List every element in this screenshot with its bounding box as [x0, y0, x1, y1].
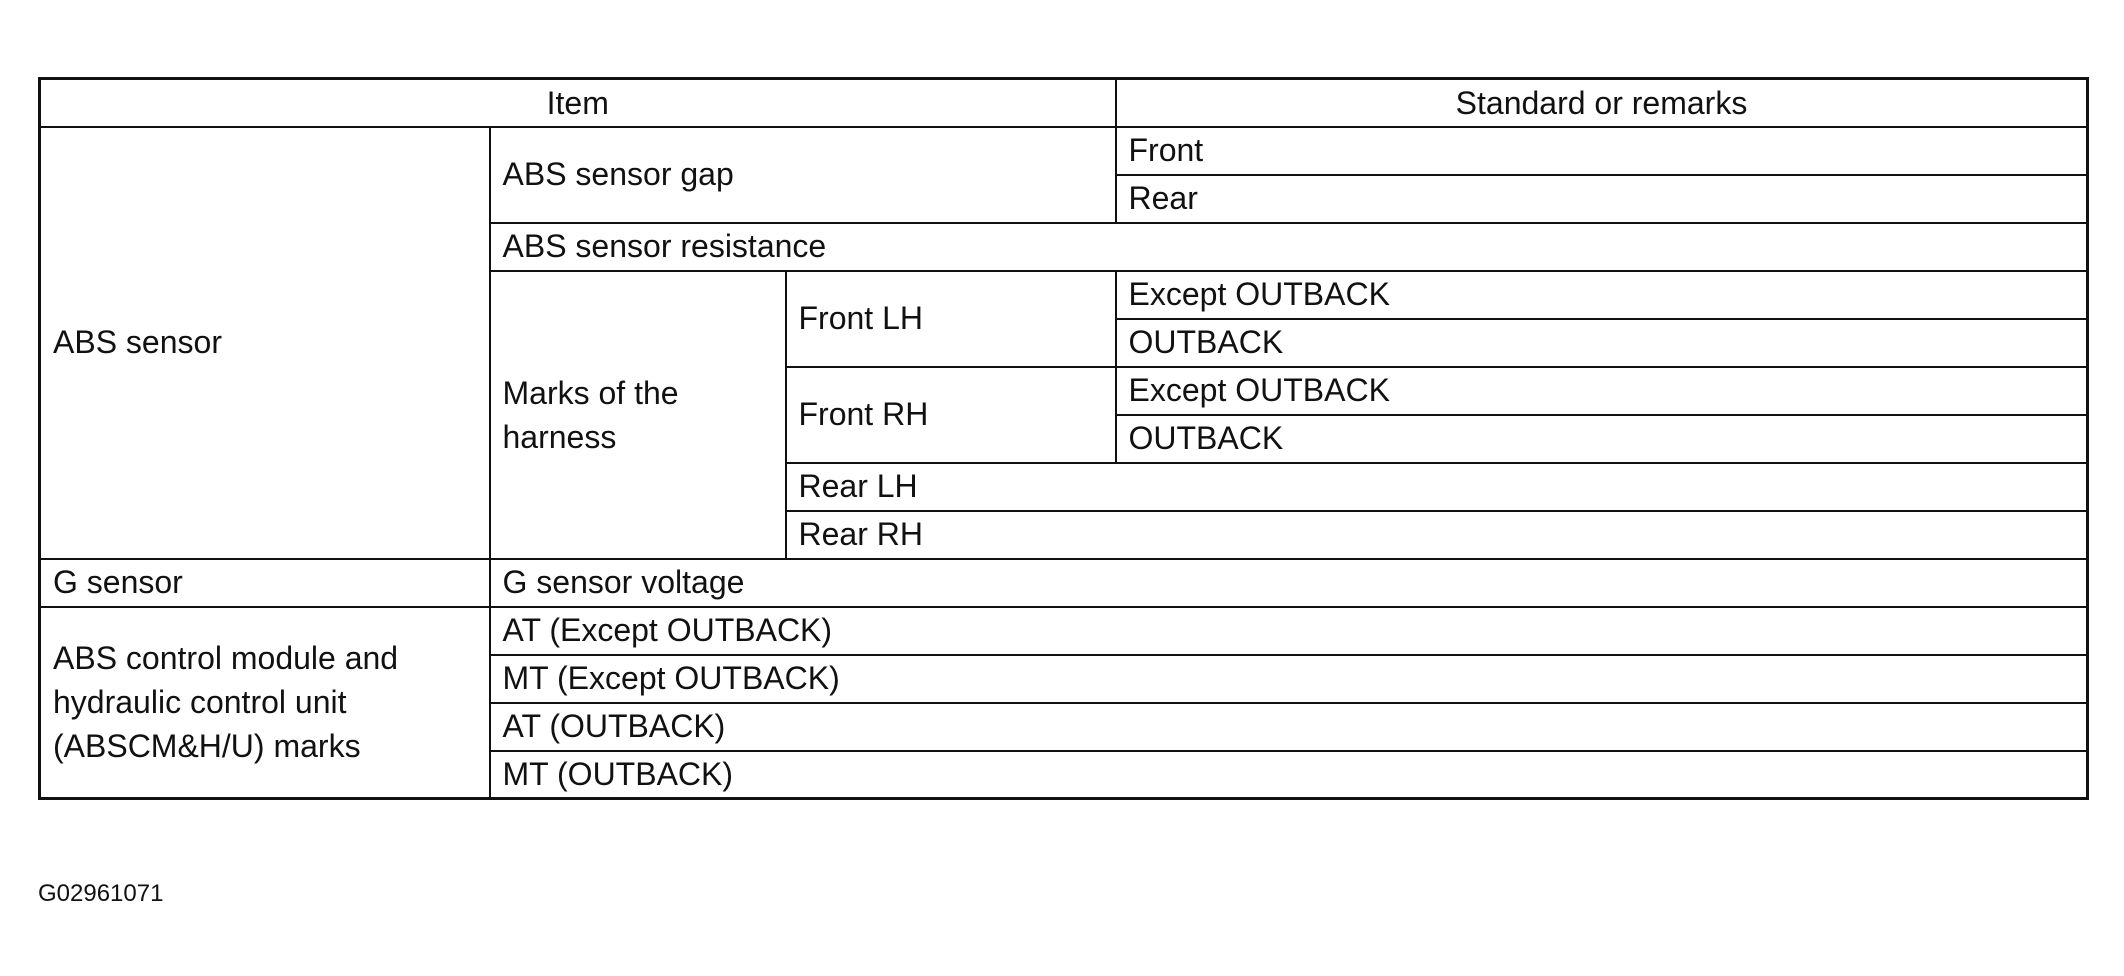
resistance-label: ABS sensor resistance [490, 223, 2088, 271]
header-item: Item [40, 79, 1116, 127]
abs-module-label: ABS control module and hydraulic control unit (ABSCM&H/U) marks [40, 607, 490, 799]
harness-label: Marks of the harness [490, 271, 786, 559]
module-row-label: AT (Except OUTBACK) [490, 607, 2088, 655]
front-rh-outback-label: OUTBACK [1116, 415, 2088, 463]
front-lh-except-label: Except OUTBACK [1116, 271, 2088, 319]
rear-lh-label: Rear LH [786, 463, 2088, 511]
module-row-label: MT (Except OUTBACK) [490, 655, 2088, 703]
table-row [40, 559, 2088, 607]
g-sensor-label: G sensor [40, 559, 490, 607]
front-lh-label: Front LH [786, 271, 1116, 367]
rear-rh-label: Rear RH [786, 511, 2088, 559]
abs-sensor-gap-label: ABS sensor gap [490, 127, 1116, 223]
module-row-label: MT (OUTBACK) [490, 751, 2088, 799]
table-row [40, 127, 2088, 175]
header-standard: Standard or remarks [1116, 79, 2088, 127]
front-lh-outback-label: OUTBACK [1116, 319, 2088, 367]
table-row [40, 607, 2088, 655]
figure-code: G02961071 [38, 880, 164, 907]
spec-table [38, 77, 2089, 800]
g-sensor-voltage-label: G sensor voltage [490, 559, 2088, 607]
front-rh-label: Front RH [786, 367, 1116, 463]
header-row [40, 79, 2088, 127]
gap-rear-label: Rear [1116, 175, 2088, 223]
abs-sensor-label: ABS sensor [40, 127, 490, 559]
front-rh-except-label: Except OUTBACK [1116, 367, 2088, 415]
module-row-label: AT (OUTBACK) [490, 703, 2088, 751]
gap-front-label: Front [1116, 127, 2088, 175]
